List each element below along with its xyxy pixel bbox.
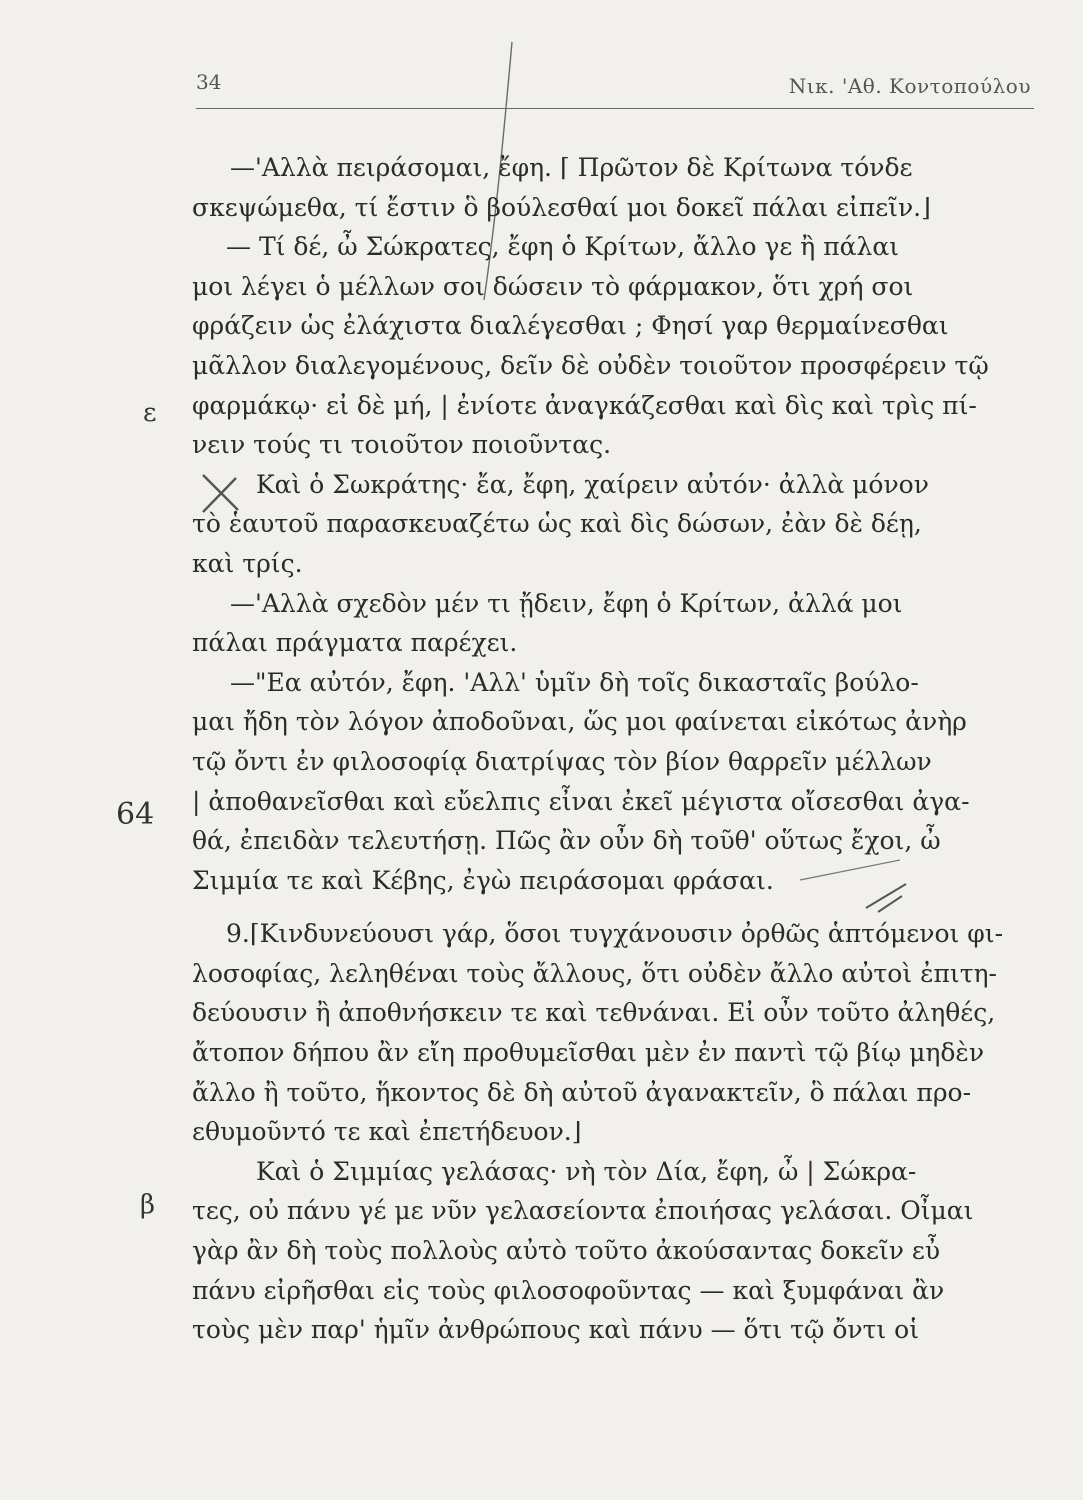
text-line: πάνυ εἰρῆσθαι εἰς τοὺς φιλοσοφοῦντας — καὶ ξυμφάναι ἂν (192, 1275, 945, 1305)
text-line: λοσοφίας, λεληθέναι τοὺς ἄλλους, ὅτι οὐδὲν ἄλλο αὐτοὶ ἐπιτη- (192, 958, 997, 988)
text-line: μαι ἤδη τὸν λόγον ἀποδοῦναι, ὥς μοι φαίνεται εἰκότως ἀνὴρ (192, 707, 967, 737)
margin-letter-b: β (140, 1190, 156, 1220)
margin-letter-e: ε (143, 398, 157, 428)
text-line: — Τί δέ, ὦ Σώκρατες, ἔφη ὁ Κρίτων, ἄλλο γε ἢ πάλαι (226, 232, 900, 262)
text-line: γὰρ ἂν δὴ τοὺς πολλοὺς αὐτὸ τοῦτο ἀκούσαντας δοκεῖν εὖ (192, 1236, 941, 1266)
text-line: τοὺς μὲν παρ' ἡμῖν ἀνθρώπους καὶ πάνυ — ὅτι τῷ ὄντι οἱ (192, 1315, 920, 1345)
text-line: μᾶλλον διαλεγομένους, δεῖν δὲ οὐδὲν τοιοῦτον προσφέρειν τῷ (192, 350, 989, 380)
text-line: —"Εα αὐτόν, ἔφη. 'Αλλ' ὑμῖν δὴ τοῖς δικασταῖς βούλο- (230, 667, 919, 697)
text-line: —'Αλλὰ πειράσομαι, ἔφη. ⌈ Πρῶτον δὲ Κρίτωνα τόνδε (230, 153, 913, 182)
text-line: Σιμμία τε καὶ Κέβης, ἐγὼ πειράσομαι φράσαι. (192, 865, 774, 895)
text-line: νειν τούς τι τοιοῦτον ποιοῦντας. (192, 430, 612, 460)
page-number: 34 (196, 70, 222, 94)
text-line: τῷ ὄντι ἐν φιλοσοφίᾳ διατρίψας τὸν βίον θαρρεῖν μέλλων (192, 746, 932, 776)
running-title: Νικ. 'Αθ. Κοντοπούλου (788, 74, 1031, 98)
margin-section-64: 64 (116, 797, 155, 832)
text-line: εθυμοῦντό τε καὶ ἐπετήδευον.⌋ (192, 1117, 582, 1147)
text-line: Καὶ ὁ Σιμμίας γελάσας· νὴ τὸν Δία, ἔφη, ὦ | Σώκρα- (256, 1156, 917, 1186)
text-line: σκεψώμεθα, τί ἔστιν ὃ βούλεσθαί μοι δοκεῖ πάλαι εἰπεῖν.⌋ (192, 192, 931, 222)
text-line: ἄλλο ἢ τοῦτο, ἥκοντος δὲ δὴ αὐτοῦ ἀγανακτεῖν, ὃ πάλαι προ- (192, 1077, 972, 1107)
text-line: φαρμάκῳ· εἰ δὲ μή, | ἐνίοτε ἀναγκάζεσθαι καὶ δὶς καὶ τρὶς πί- (192, 390, 977, 420)
header-rule (196, 108, 1034, 109)
text-line: μοι λέγει ὁ μέλλων σοι δώσειν τὸ φάρμακον, ὅτι χρή σοι (192, 271, 914, 301)
paragraph-gap (192, 900, 1042, 914)
text-line: τες, οὐ πάνυ γέ με νῦν γελασείοντα ἐποιήσας γελάσαι. Οἶμαι (192, 1196, 974, 1226)
text-line: ἄτοπον δήπου ἂν εἴη προθυμεῖσθαι μὲν ἐν παντὶ τῷ βίῳ μηδὲν (192, 1038, 985, 1068)
text-line: —'Αλλὰ σχεδὸν μέν τι ᾔδειν, ἔφη ὁ Κρίτων, ἀλλά μοι (230, 588, 903, 618)
text-line: 9.⌈Κινδυνεύουσι γάρ, ὅσοι τυγχάνουσιν ὀρθῶς ἁπτόμενοι φι- (226, 919, 1004, 949)
text-line: τὸ ἑαυτοῦ παρασκευαζέτω ὡς καὶ δὶς δώσων, ἐὰν δὲ δέῃ, (192, 509, 922, 539)
text-line: Καὶ ὁ Σωκράτης· ἔα, ἔφη, χαίρειν αὐτόν· ἀλλὰ μόνον (256, 469, 929, 499)
text-line: δεύουσιν ἢ ἀποθνήσκειν τε καὶ τεθνάναι. Εἰ οὖν τοῦτο ἀληθές, (192, 998, 996, 1028)
text-line: φράζειν ὡς ἐλάχιστα διαλέγεσθαι ; Φησί γαρ θερμαίνεσθαι (192, 311, 949, 341)
text-line: πάλαι πράγματα παρέχει. (192, 628, 518, 658)
text-line: καὶ τρίς. (192, 548, 303, 578)
text-line: θά, ἐπειδὰν τελευτήσῃ. Πῶς ἂν οὖν δὴ τοῦθ' οὕτως ἔχοι, ὦ (192, 826, 941, 856)
text-line: | ἀποθανεῖσθαι καὶ εὔελπις εἶναι ἐκεῖ μέγιστα οἴσεσθαι ἀγα- (192, 786, 970, 816)
main-text (192, 148, 1042, 1350)
